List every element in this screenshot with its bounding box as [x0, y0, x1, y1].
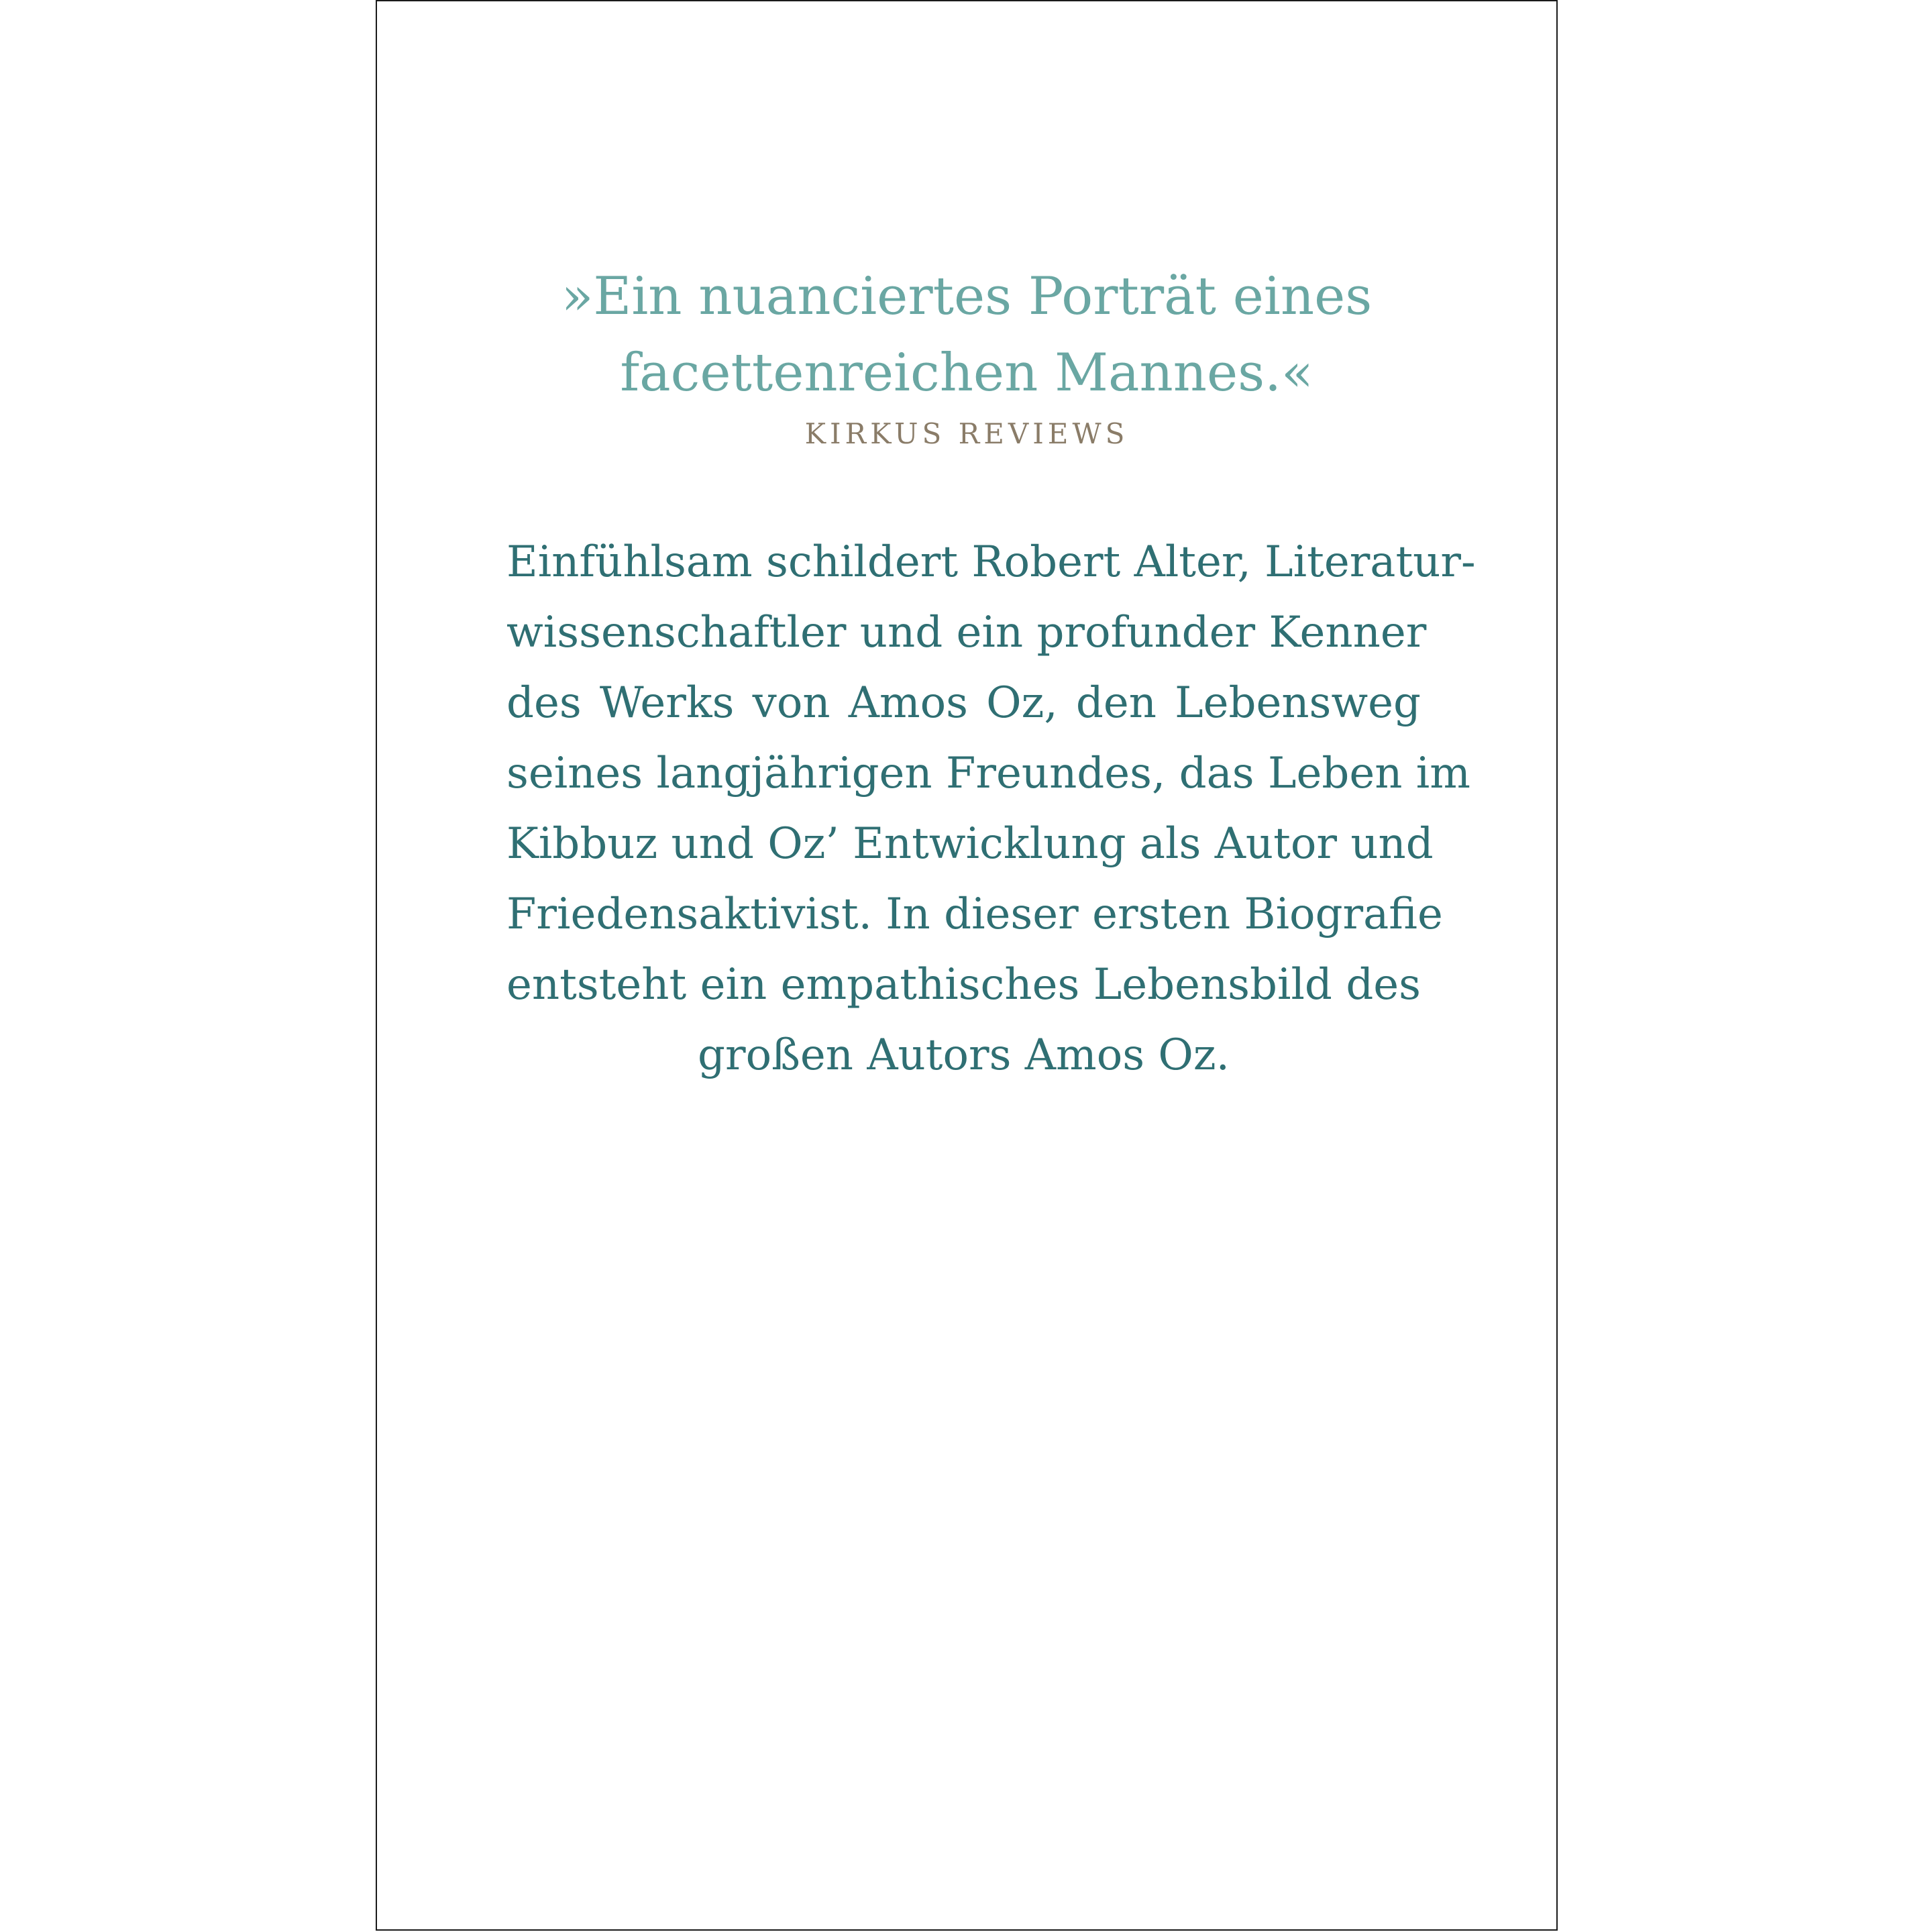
blurb-line: wissenschaftler und ein profunder Kenner [506, 608, 1427, 657]
quote-line-2: facettenreichen Mannes.« [620, 343, 1313, 403]
blurb-line: des Werks von Amos Oz, den Lebensweg [506, 678, 1421, 728]
blurb-line: Kibbuz und Oz’ Entwicklung als Autor und [506, 819, 1434, 869]
book-back-cover [376, 0, 1558, 1931]
blurb-text [506, 527, 1476, 1091]
blurb-line: Friedensaktivist. In dieser ersten Biografie [506, 890, 1443, 939]
review-quote [377, 258, 1556, 411]
blurb-line: Einfühlsam schildert Robert Alter, Literatur- [506, 537, 1476, 587]
quote-attribution: KIRKUS REVIEWS [804, 417, 1129, 450]
blurb-line-last: großen Autors Amos Oz. [698, 1030, 1230, 1080]
quote-line-1: »Ein nuanciertes Porträt eines [561, 266, 1373, 327]
blurb-line: entsteht ein empathisches Lebensbild des [506, 960, 1421, 1010]
blurb-line: seines langjährigen Freundes, das Leben im [506, 749, 1470, 798]
